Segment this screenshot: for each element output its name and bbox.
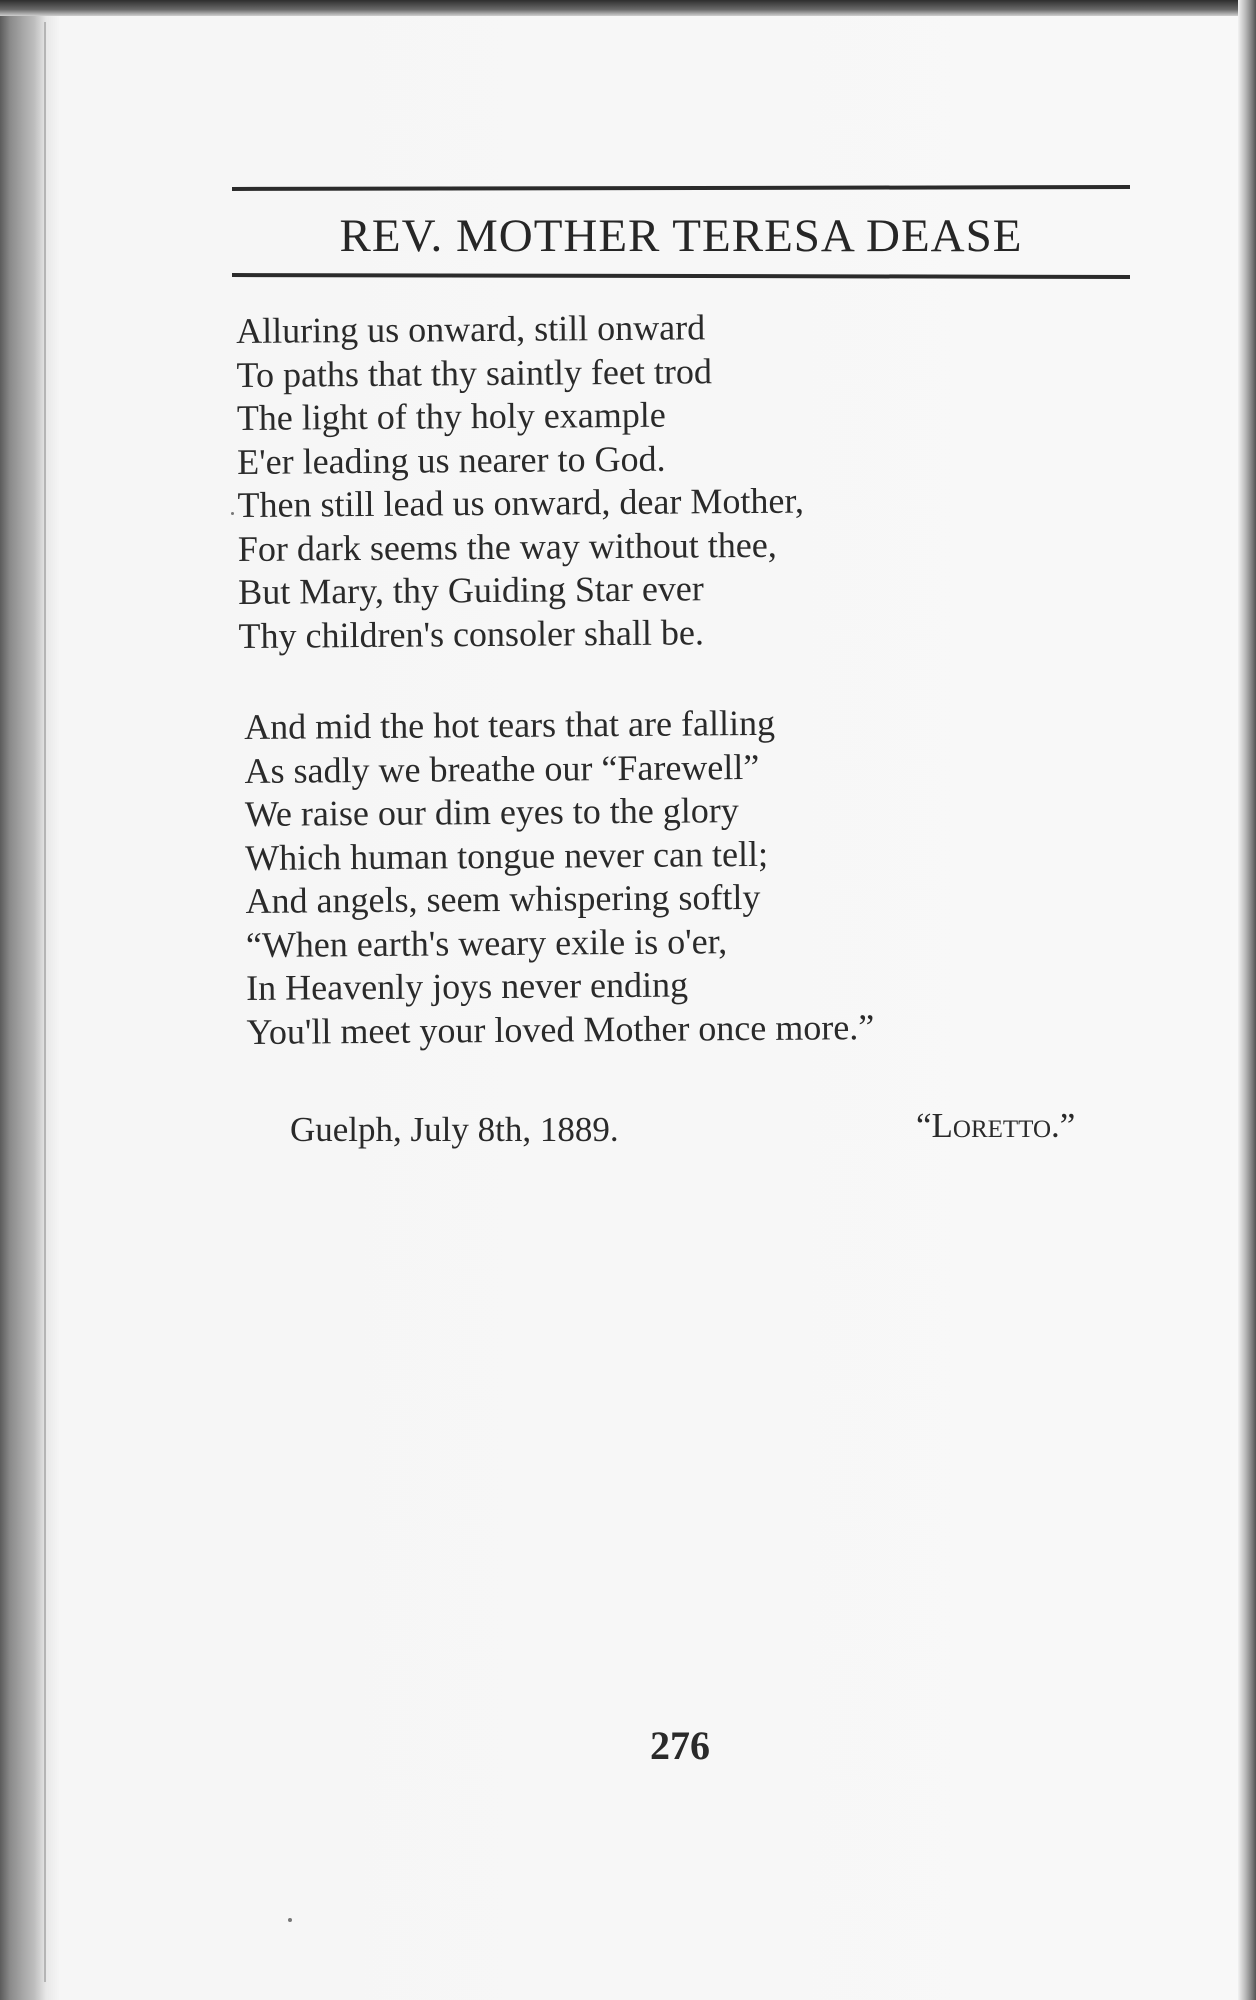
verse-line: As sadly we breathe our “Farewell” — [244, 746, 760, 791]
paper-speck — [288, 1918, 292, 1922]
signature: “Loretto.” — [916, 1106, 1076, 1145]
page-number: 276 — [650, 1723, 710, 1768]
verse-line: Thy children's consoler shall be. — [238, 611, 705, 656]
book-right-edge — [1238, 0, 1256, 2000]
page-title: REV. MOTHER TERESA DEASE — [339, 210, 1023, 262]
verse-line: Which human tongue never can tell; — [245, 833, 769, 878]
stanza-1 — [236, 306, 805, 658]
verse-line: Alluring us onward, still onward — [236, 307, 706, 351]
verse-line: But Mary, thy Guiding Star ever — [238, 568, 704, 612]
title-rule-bottom — [232, 273, 1130, 279]
dateline: Guelph, July 8th, 1889. — [290, 1110, 619, 1149]
paper-speck — [231, 512, 234, 515]
verse-line: And mid the hot tears that are falling — [244, 702, 776, 747]
verse-line: The light of thy holy example — [236, 394, 666, 438]
verse-line: “When earth's weary exile is o'er, — [245, 920, 728, 965]
verse-line: We raise our dim eyes to the glory — [244, 790, 739, 834]
verse-line: E'er leading us nearer to God. — [237, 438, 666, 482]
verse-line: You'll meet your loved Mother once more.” — [246, 1006, 875, 1052]
verse-line: Then still lead us onward, dear Mother, — [237, 480, 805, 525]
verse-line: To paths that thy saintly feet trod — [236, 350, 713, 395]
verse-line: And angels, seem whispering softly — [245, 876, 761, 921]
book-top-edge — [0, 0, 1256, 16]
title-rule-top — [232, 185, 1130, 191]
stanza-2 — [244, 701, 874, 1054]
verse-line: In Heavenly joys never ending — [246, 964, 689, 1008]
verse-line: For dark seems the way without thee, — [237, 524, 777, 569]
page-gutter-line — [44, 22, 46, 1982]
